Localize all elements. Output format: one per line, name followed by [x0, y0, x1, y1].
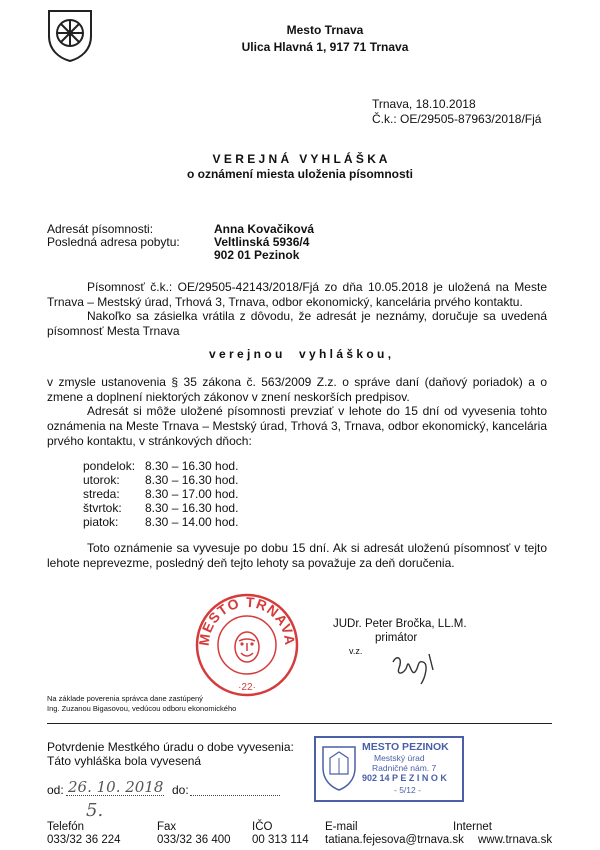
hours-time: 8.30 – 14.00 hod.: [145, 515, 239, 529]
hours-row: [83, 515, 238, 529]
hours-row: [83, 459, 238, 473]
posted-to-label: do:: [172, 783, 189, 797]
dotted-line: [66, 795, 164, 796]
hours-row: [83, 473, 238, 487]
fax-value: 033/32 36 400: [157, 834, 231, 846]
delegation-line-2: Ing. Zuzanou Bigasovou, vedúcou odboru ekonomického: [47, 704, 237, 713]
dotted-line: [190, 795, 280, 796]
reference-number: Č.k.: OE/29505-87963/2018/Fjá: [372, 112, 542, 126]
header-address: Ulica Hlavná 1, 917 71 Trnava: [241, 40, 409, 54]
pezinok-crest-icon: [320, 744, 358, 792]
posted-from-date: 26. 10. 2018: [68, 778, 164, 796]
red-stamp-number: ·22·: [238, 682, 256, 693]
delegation-line-1: Na základe poverenia správca dane zastúpený: [47, 694, 203, 703]
confirmation-line-1: Potvrdenie Mestkého úradu o dobe vyvesenia:: [47, 740, 294, 754]
blue-stamp-line-3: 902 14 P E Z I N O K: [362, 773, 447, 783]
handwritten-signature: [385, 648, 445, 688]
paragraph-4: Adresát si môže uložené písomnosti prevziať v lehote do 15 dní od vyvesenia tohto oznámenia na Meste Trnava – Mestský úrad, Trhová 3, Trnava, odbor ekonomický, kancelária prvého kontaktu, v stránkových dňoch:: [47, 404, 547, 448]
hours-day: piatok:: [83, 515, 119, 529]
hours-day: streda:: [83, 487, 120, 501]
ico-value: 00 313 114: [252, 834, 309, 846]
header-org: Mesto Trnava: [286, 23, 364, 37]
hours-time: 8.30 – 16.30 hod.: [145, 501, 239, 515]
ico-label: IČO: [252, 821, 273, 833]
document-subtitle: o oznámení miesta uloženia písomnosti: [186, 167, 414, 181]
red-city-stamp: [195, 593, 299, 697]
signatory-name: JUDr. Peter Bročka, LL.M.: [333, 618, 467, 630]
blue-pezinok-stamp: [314, 736, 464, 802]
signatory-role: primátor: [375, 632, 418, 644]
office-hours: [83, 459, 238, 529]
confirmation-line-2: Táto vyhláška bola vyvesená: [47, 754, 202, 768]
fax-label: Fax: [157, 821, 177, 833]
posted-to-date: 5.: [86, 800, 104, 821]
blue-stamp-line-4: - 5/12 -: [394, 785, 421, 795]
email-label: E-mail: [325, 821, 358, 833]
hours-day: utorok:: [83, 473, 120, 487]
addressee-street: Veltlinská 5936/4: [214, 235, 310, 249]
hours-row: [83, 501, 238, 515]
addressee-city: 902 01 Pezinok: [214, 248, 300, 262]
addressee-name: Anna Kovačiková: [214, 222, 315, 236]
paragraph-2: Nakoľko sa zásielka vrátila z dôvodu, že adresát je neznámy, doručuje sa uvedená písomnosť Mesta Trnava: [47, 309, 547, 338]
hours-day: štvrtok:: [83, 501, 122, 515]
red-stamp-text: MESTO TRNAVA: [195, 593, 299, 647]
addressee-label: Adresát písomnosti:: [47, 222, 154, 236]
paragraph-5: Toto oznámenie sa vyvesuje po dobu 15 dní. Ak si adresát uloženú písomnosť v tejto lehote neprevezme, posledný deň tejto lehoty sa považuje za deň doručenia.: [47, 541, 547, 570]
divider: [47, 723, 552, 724]
document-title: V E R E J N Á V Y H L Á Š K A: [212, 152, 388, 166]
hours-day: pondelok:: [83, 459, 136, 473]
web-label: Internet: [453, 821, 492, 833]
last-address-label: Posledná adresa pobytu:: [47, 235, 180, 249]
hours-time: 8.30 – 17.00 hod.: [145, 487, 239, 501]
blue-stamp-title: MESTO PEZINOK: [362, 741, 449, 753]
web-value[interactable]: www.trnava.sk: [478, 834, 553, 846]
hours-row: [83, 487, 238, 501]
email-value[interactable]: tatiana.fejesova@trnava.sk: [325, 834, 464, 846]
emphasis-line: v e r e j n o u v y h l á š k o u ,: [208, 347, 392, 361]
phone-label: Telefón: [47, 821, 85, 833]
paragraph-1: Písomnosť č.k.: OE/29505-42143/2018/Fjá zo dňa 10.05.2018 je uložená na Meste Trnava – Mestský úrad, Trhová 3, Trnava, odbor ekonomický, kancelária prvého kontaktu.: [47, 280, 547, 309]
hours-time: 8.30 – 16.30 hod.: [145, 459, 239, 473]
posted-from-label: od:: [47, 783, 64, 797]
place-date: Trnava, 18.10.2018: [372, 97, 476, 111]
on-behalf-label: v.z.: [349, 646, 363, 656]
hours-time: 8.30 – 16.30 hod.: [145, 473, 239, 487]
phone-value: 033/32 36 224: [47, 834, 121, 846]
coat-of-arms-logo: [46, 8, 94, 62]
blue-stamp-line-1: Mestský úrad: [374, 753, 425, 763]
paragraph-3: v zmysle ustanovenia § 35 zákona č. 563/2009 Z.z. o správe daní (daňový poriadok) a o zmene a doplnení niektorých zákonov v znení neskorších predpisov.: [47, 375, 547, 404]
blue-stamp-line-2: Radničné nám. 7: [372, 763, 437, 773]
